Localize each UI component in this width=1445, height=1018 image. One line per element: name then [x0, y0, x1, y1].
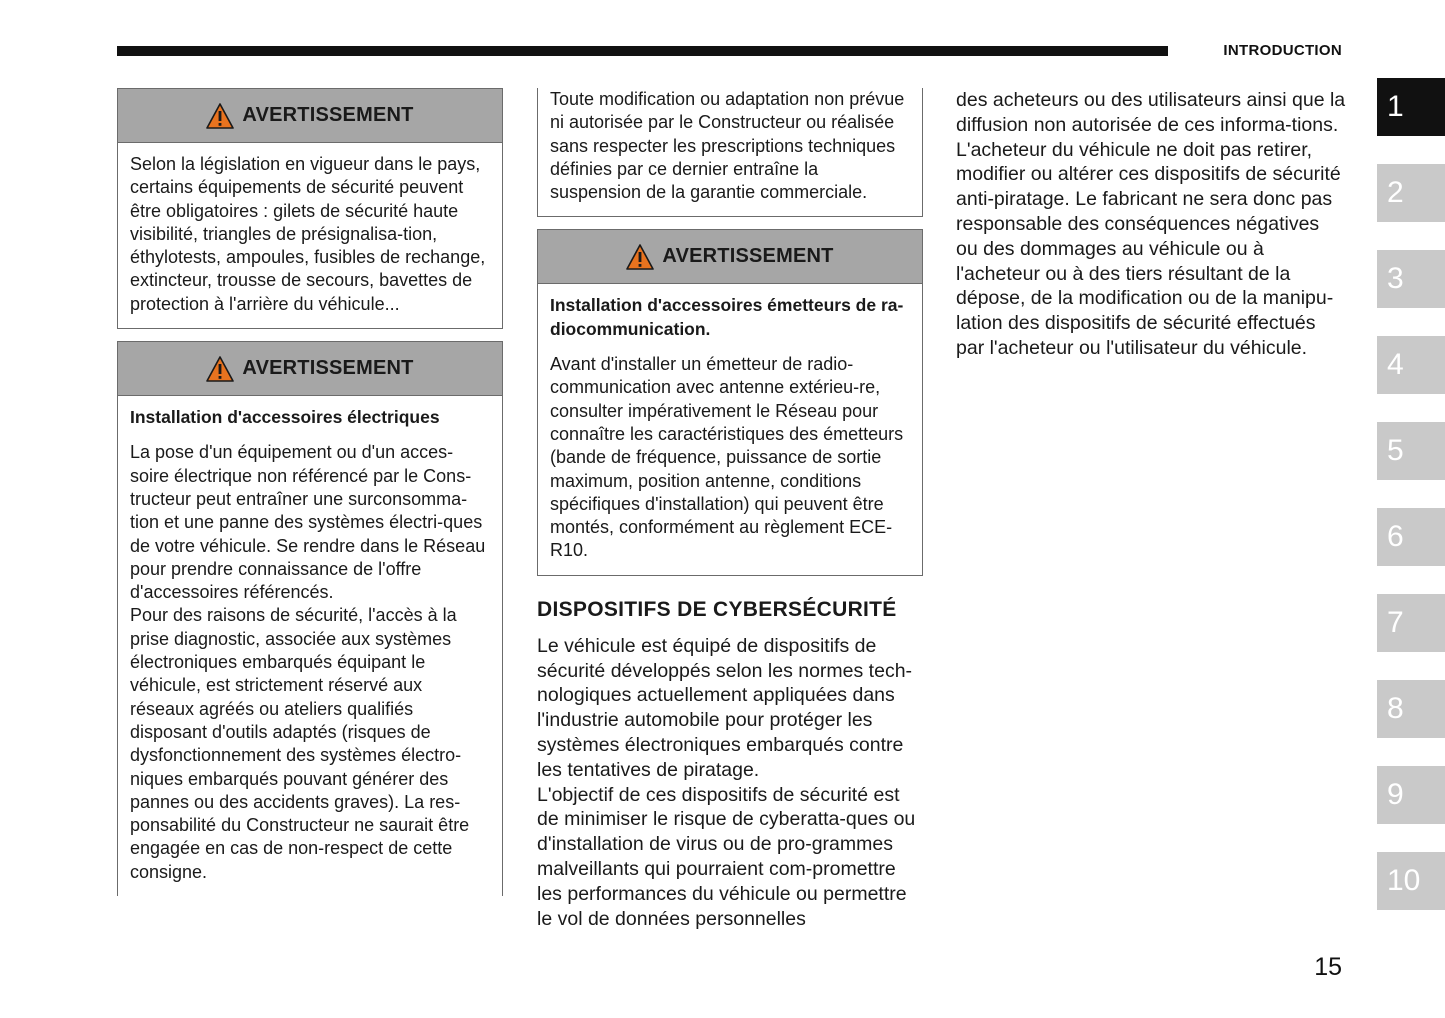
warning-box-electrical-accessories: [117, 341, 503, 896]
warning-paragraph-2: Pour des raisons de sécurité, l'accès à la prise diagnostic, associée aux systèmes électroniques embarqués équipant le véhicule, est strictement réservé aux réseaux agréés ou ateliers qualifiés disposant d'outils adaptés (risques de dysfonctionnement des systèmes électro-niques embarqués pouvant générer des pannes ou des accidents graves). La res-ponsabilité du Constructeur ne saurait être engagée en cas de non-respect de cette consigne.: [130, 605, 470, 882]
header-rule: [117, 46, 1168, 56]
chapter-tab-3[interactable]: 3: [1377, 250, 1445, 308]
warning-title: AVERTISSEMENT: [242, 357, 414, 380]
warning-title: AVERTISSEMENT: [662, 245, 834, 268]
body-paragraph-4: L'acheteur du véhicule ne doit pas retirer, modifier ou altérer ces dispositifs de sécurité anti-piratage. Le fabricant ne sera donc pas responsable des conséquences négatives ou des dommages au véhicule ou à l'acheteur ou à des tiers résultant de la dépose, de la modification ou de la manipu-lation des dispositifs de sécurité effectués par l'acheteur ou l'utilisateur du véhicule.: [956, 138, 1341, 359]
warning-text: Avant d'installer un émetteur de radio-communication avec antenne extérieu-re, consulter impérativement le Réseau pour connaître les caractéristiques des émetteurs (bande de fréquence, puissance de sortie maximum, position antenne, conditions spécifiques d'installation) qui peuvent être montés, conformément au règlement ECE-R10.: [550, 354, 904, 561]
chapter-tab-10[interactable]: 10: [1377, 852, 1445, 910]
column-1: [117, 88, 503, 908]
warning-subtitle: Installation d'accessoires électriques: [130, 407, 440, 428]
warning-title: AVERTISSEMENT: [242, 104, 414, 126]
warning-header: [538, 230, 922, 284]
column-3: [956, 88, 1346, 361]
chapter-tab-2[interactable]: 2: [1377, 164, 1445, 222]
body-paragraph-1: Le véhicule est équipé de dispositifs de sécurité développés selon les normes tech-nologiques actuellement appliquées dans l'industrie automobile pour protéger les systèmes électroniques embarqués contre les tentatives de piratage.: [537, 634, 913, 781]
warning-text: Selon la législation en vigueur dans le pays, certains équipements de sécurité peuvent être obligatoires : gilets de sécurité haute visibilité, triangles de présignalisa-tion, éthylotests, ampoules, fusibles de rechange, extincteur, trousse de secours, bavettes de protection à l'arrière du véhicule...: [130, 154, 486, 314]
continued-text: Toute modification ou adaptation non prévue ni autorisée par le Constructeur ou réalisée sans respecter les prescriptions techniques définies par ce dernier entraîne la suspension de la garantie commerciale.: [550, 89, 905, 203]
warning-triangle-icon: [206, 103, 234, 129]
warning-box-equipment: [117, 88, 503, 329]
chapter-tab-9[interactable]: 9: [1377, 766, 1445, 824]
page-number: 15: [1314, 953, 1342, 981]
section-heading: DISPOSITIFS DE CYBERSÉCURITÉ: [537, 597, 897, 621]
warning-body: [538, 284, 922, 574]
chapter-tab-6[interactable]: 6: [1377, 508, 1445, 566]
warning-body: [118, 143, 502, 328]
chapter-tab-1[interactable]: 1: [1377, 78, 1445, 136]
warning-triangle-icon: [206, 356, 234, 382]
warning-triangle-icon: [626, 244, 654, 270]
body-paragraph-2: L'objectif de ces dispositifs de sécurité est de minimiser le risque de cyberatta-ques ou d'installation de virus ou de pro-grammes malveillants qui pourraient com-promettre les performances du véhicule ou permettre le vol de données personnelles: [537, 783, 916, 930]
body-text: [537, 634, 923, 932]
warning-box-continued: [537, 88, 923, 217]
warning-box-radio-accessories: [537, 229, 923, 575]
chapter-tab-8[interactable]: 8: [1377, 680, 1445, 738]
body-text: [956, 88, 1346, 361]
warning-paragraph-1: La pose d'un équipement ou d'un acces-soire électrique non référencé par le Cons-tructeur peut entraîner une surconsomma-tion et une panne des systèmes électri-ques de votre véhicule. Se rendre dans le Réseau pour prendre connaissance de l'offre d'accessoires référencés.: [130, 442, 486, 603]
warning-subtitle: Installation d'accessoires émetteurs de ra-diocommunication.: [550, 295, 904, 339]
chapter-tab-4[interactable]: 4: [1377, 336, 1445, 394]
body-paragraph-3: des acheteurs ou des utilisateurs ainsi que la diffusion non autorisée de ces informa-tions.: [956, 89, 1346, 136]
warning-header: [118, 89, 502, 143]
chapter-tab-7[interactable]: 7: [1377, 594, 1445, 652]
section-title: INTRODUCTION: [1223, 42, 1342, 59]
warning-header: [118, 342, 502, 396]
chapter-tab-5[interactable]: 5: [1377, 422, 1445, 480]
warning-body: [118, 396, 502, 896]
column-2: [537, 88, 923, 931]
